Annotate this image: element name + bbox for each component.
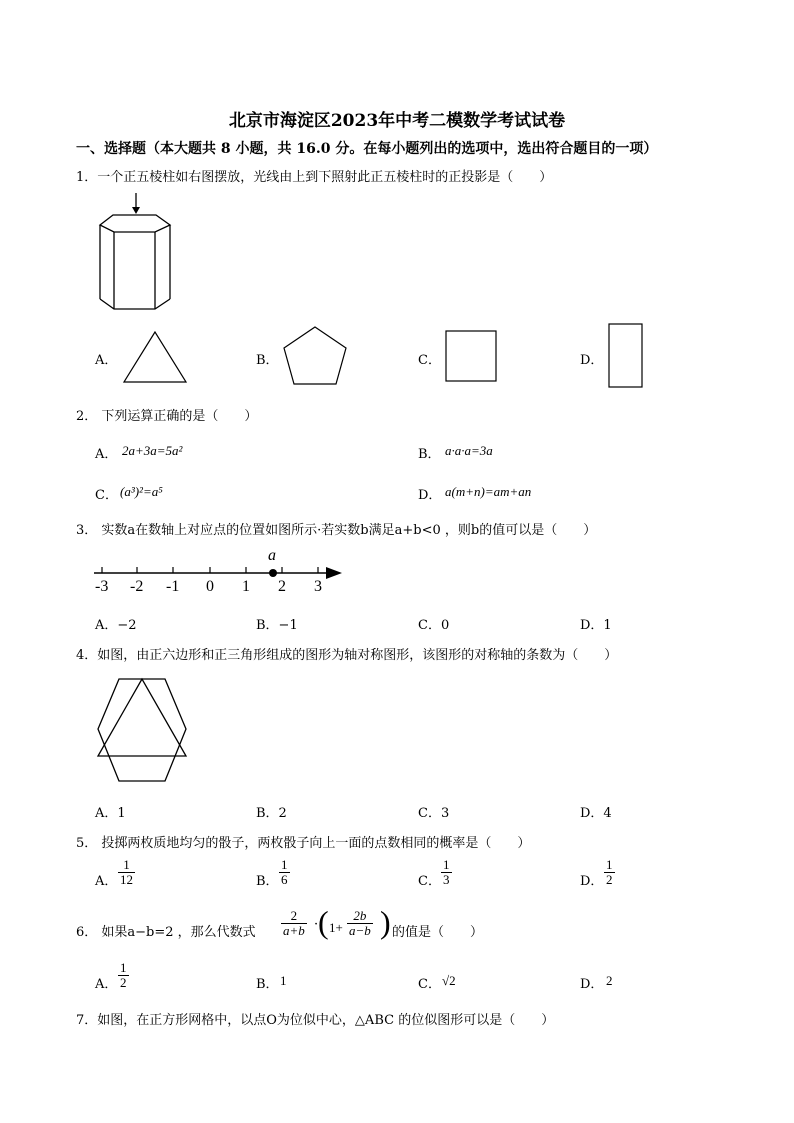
- q6-fraction-2: $\frac{2b}{a-b}$: [349, 908, 371, 938]
- question-1-text: 1．一个正五棱柱如右图摆放，光线由上到下照射此正五棱柱时的正投影是（ ）: [76, 170, 553, 185]
- q6-option-c-label: C．: [418, 977, 441, 992]
- triangle-projection: [120, 330, 190, 386]
- question-5-text: 5． 投掷两枚质地均匀的骰子，两枚骰子向上一面的点数相同的概率是（ ）: [76, 836, 531, 851]
- page-title: 北京市海淀区2023年中考二模数学考试试卷: [228, 111, 566, 131]
- q6-fraction-1: $\frac{2}{a+b}$: [283, 908, 305, 938]
- q1-option-c-label: C．: [418, 353, 441, 368]
- q6-left-paren: (: [318, 904, 329, 940]
- tick-label-2: 2: [278, 578, 286, 595]
- question-6-text-post: 的值是（ ）: [392, 925, 484, 940]
- q4-option-a: A．1: [95, 806, 126, 821]
- q6-option-a-label: A．: [95, 977, 118, 992]
- tick-label-neg1: -1: [166, 578, 180, 595]
- point-a-marker: [269, 569, 277, 577]
- q6-one-plus: 1+: [329, 920, 343, 935]
- q6-option-b-label: B．: [256, 977, 279, 992]
- square-projection: [445, 330, 499, 384]
- pentagon-projection: [280, 324, 350, 388]
- question-3-text: 3． 实数a在数轴上对应点的位置如图所示·若实数b满足a+b<0 ，则b的值可以是（ ）: [76, 523, 597, 538]
- q6-dot: ·: [314, 917, 319, 932]
- q2-option-a: 2a+3a=5a²: [122, 443, 183, 458]
- q5-option-c-fraction: $\frac{1}{3}$: [443, 857, 450, 887]
- pentagonal-prism-figure: [95, 188, 175, 313]
- q2-option-b: a·a·a=3a: [445, 443, 493, 458]
- q6-option-b: 1: [280, 973, 287, 988]
- q5-option-b-fraction: $\frac{1}{6}$: [281, 857, 288, 887]
- rectangle-projection: [608, 323, 644, 389]
- q4-option-b: B．2: [256, 806, 287, 821]
- tick-label-neg2: -2: [130, 578, 144, 595]
- q5-option-d-fraction: $\frac{1}{2}$: [606, 857, 613, 887]
- q4-option-d: D．4: [580, 806, 612, 821]
- q2-option-d: a(m+n)=am+an: [445, 484, 532, 499]
- q2-option-a-label: A．: [95, 447, 118, 462]
- q3-option-b: B．−1: [256, 618, 298, 633]
- q6-right-paren: ): [380, 904, 391, 940]
- q4-option-c: C．3: [418, 806, 450, 821]
- q3-option-c: C．0: [418, 618, 450, 633]
- q5-option-a-label: A．: [95, 874, 118, 889]
- q1-option-b-label: B．: [256, 353, 279, 368]
- q2-option-c: (a³)²=a⁵: [120, 484, 163, 499]
- q5-option-c-label: C．: [418, 874, 441, 889]
- number-line-point-label: a: [268, 547, 276, 564]
- number-line: [90, 548, 350, 603]
- q6-option-d: 2: [606, 973, 613, 988]
- question-2-text: 2． 下列运算正确的是（ ）: [76, 409, 258, 424]
- question-4-text: 4．如图，由正六边形和正三角形组成的图形为轴对称图形，该图形的对称轴的条数为（ ）: [76, 648, 618, 663]
- tick-label-1: 1: [242, 578, 250, 595]
- q2-option-b-label: B．: [418, 447, 441, 462]
- q6-option-d-label: D．: [580, 977, 604, 992]
- q1-option-d-label: D．: [580, 353, 604, 368]
- q5-option-d-label: D．: [580, 874, 604, 889]
- tick-label-0: 0: [206, 578, 214, 595]
- question-6-text-pre: 6． 如果a−b=2 ，那么代数式: [76, 925, 256, 940]
- q6-option-a-fraction: $\frac{1}{2}$: [120, 960, 127, 990]
- q5-option-a-fraction: $\frac{1}{12}$: [120, 857, 133, 887]
- q3-option-a: A．−2: [95, 618, 137, 633]
- question-7-text: 7．如图，在正方形网格中，以点O为位似中心，△ABC 的位似图形可以是（ ）: [76, 1013, 555, 1028]
- q3-option-d: D．1: [580, 618, 612, 633]
- section-heading: 一、选择题（本大题共 8 小题，共 16.0 分。在每小题列出的选项中，选出符合题目的一项）: [76, 141, 658, 157]
- q1-option-a-label: A．: [95, 353, 118, 368]
- q2-option-c-label: C．: [95, 488, 118, 503]
- q6-option-c: √2: [442, 973, 456, 988]
- q2-option-d-label: D．: [418, 488, 442, 503]
- tick-label-neg3: -3: [95, 578, 109, 595]
- tick-label-3: 3: [314, 578, 322, 595]
- hexagon-triangle-figure: [95, 676, 189, 786]
- q5-option-b-label: B．: [256, 874, 279, 889]
